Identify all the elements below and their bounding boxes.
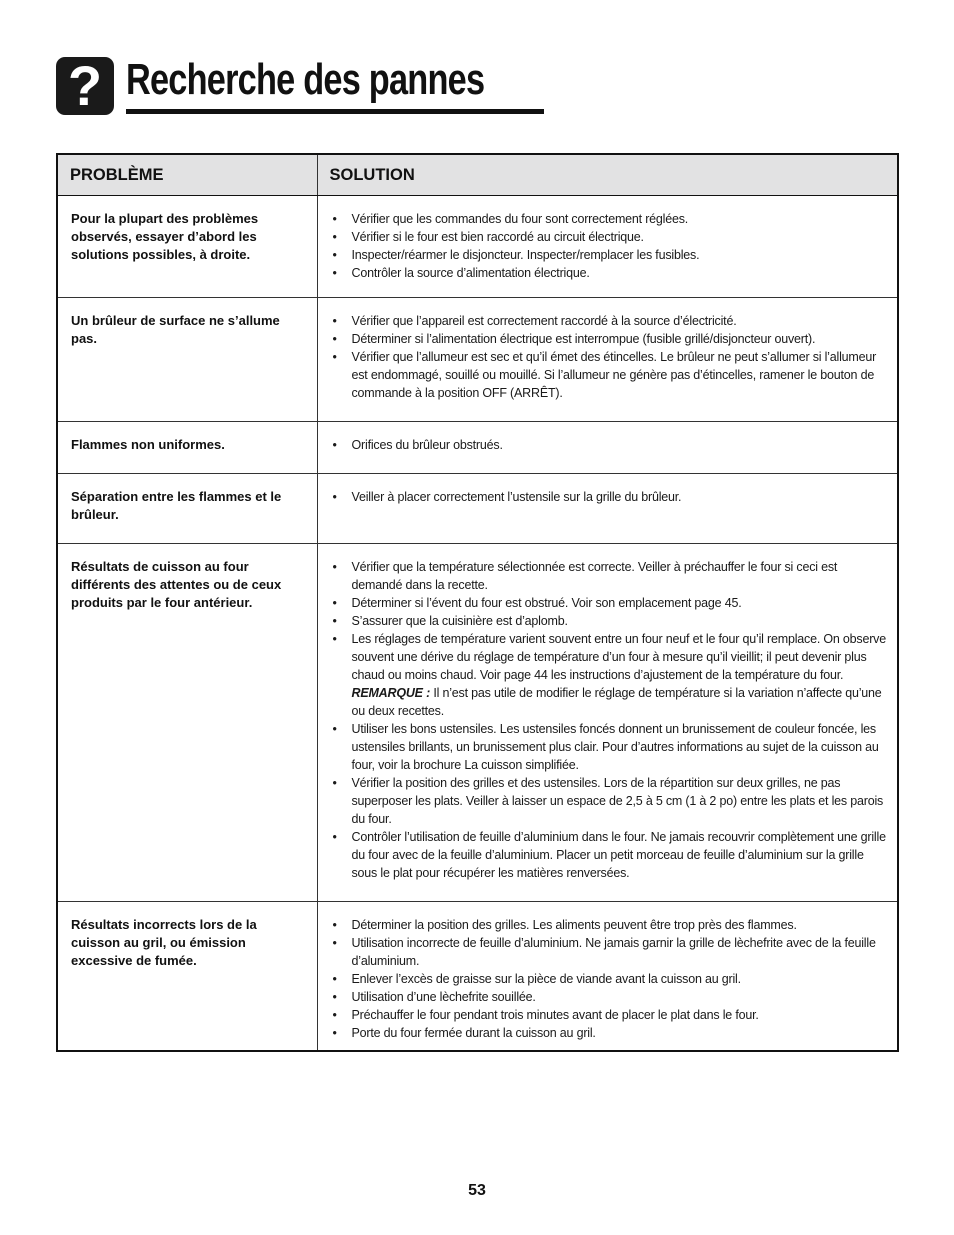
solution-item: • Veiller à placer correctement l’ustensile sur la grille du brûleur. bbox=[332, 490, 682, 504]
solution-cell bbox=[317, 298, 898, 422]
title-underline bbox=[126, 109, 544, 114]
solution-list bbox=[333, 558, 888, 882]
solution-item: • Vérifier si le four est bien raccordé au circuit électrique. bbox=[332, 230, 644, 244]
solution-cell bbox=[317, 544, 898, 902]
page-header bbox=[56, 52, 496, 118]
table-header-row bbox=[57, 154, 898, 196]
solution-cell bbox=[317, 422, 898, 474]
solution-item: • Déterminer si l’évent du four est obstrué. Voir son emplacement page 45. bbox=[332, 596, 742, 610]
troubleshooting-table bbox=[56, 153, 899, 1052]
problem-cell: Résultats incorrects lors de la cuisson au gril, ou émission excessive de fumée. bbox=[57, 902, 317, 1051]
question-mark-icon: ? bbox=[56, 57, 114, 115]
remark-text: Il n’est pas utile de modifier le réglage de température si la variation n’affecte qu’une ou deux recettes. bbox=[351, 686, 882, 718]
problem-cell: Un brûleur de surface ne s’allume pas. bbox=[57, 298, 317, 422]
solution-item: • Vérifier que l’allumeur est sec et qu’il émet des étincelles. Le brûleur ne peut s’allumer si l’allumeur est endommagé, souillé ou mouillé. Si l’allumeur ne génère pas d’étincelles, ramener le bouton de commande à la position OFF (ARRÊT). bbox=[332, 350, 877, 400]
solution-item: • Utilisation d’une lèchefrite souillée. bbox=[332, 990, 536, 1004]
solution-list bbox=[333, 436, 888, 454]
solution-item: • Inspecter/réarmer le disjoncteur. Inspecter/remplacer les fusibles. bbox=[332, 248, 700, 262]
solution-item: • Vérifier la position des grilles et des ustensiles. Lors de la répartition sur deux grilles, ne pas superposer les plats. Veiller à laisser un espace de 2,5 à 5 cm (1 à 2 po) entre les plats et les parois du four. bbox=[332, 776, 884, 826]
solution-item: • Porte du four fermée durant la cuisson au gril. bbox=[332, 1026, 596, 1040]
solution-list bbox=[333, 210, 888, 282]
table-row bbox=[57, 902, 898, 1051]
remark-label: REMARQUE : bbox=[351, 686, 431, 700]
table-row bbox=[57, 196, 898, 298]
column-header-problem: PROBLÈME bbox=[57, 154, 317, 196]
solution-item: • Vérifier que l’appareil est correctement raccordé à la source d’électricité. bbox=[332, 314, 737, 328]
solution-item: • S’assurer que la cuisinière est d’aplomb. bbox=[332, 614, 568, 628]
problem-cell: Résultats de cuisson au four différents des attentes ou de ceux produits par le four antérieur. bbox=[57, 544, 317, 902]
solution-item: • Vérifier que la température sélectionnée est correcte. Veiller à préchauffer le four si ceci est demandé dans la recette. bbox=[332, 560, 838, 592]
solution-cell bbox=[317, 474, 898, 544]
table-row bbox=[57, 298, 898, 422]
solution-item: • Enlever l’excès de graisse sur la pièce de viande avant la cuisson au gril. bbox=[332, 972, 741, 986]
problem-cell: Séparation entre les flammes et le brûleur. bbox=[57, 474, 317, 544]
solution-item: • Contrôler la source d’alimentation électrique. bbox=[332, 266, 590, 280]
solution-list bbox=[333, 916, 888, 1042]
solution-cell bbox=[317, 196, 898, 298]
solution-item: • Les réglages de température varient souvent entre un four neuf et le four qu’il remplace. On observe souvent une dérive du réglage de température d’un four à mesure qu’il vieillit; il peut devenir plus chaud ou moins chaud. Voir page 44 les instructions d’ajustement de la température du four. REMARQUE : Il n’est pas utile de modifier le réglage de température si la variation n’affecte qu’une ou deux recettes. bbox=[332, 632, 886, 718]
table-row bbox=[57, 422, 898, 474]
problem-cell: Pour la plupart des problèmes observés, essayer d’abord les solutions possibles, à droite. bbox=[57, 196, 317, 298]
solution-list bbox=[333, 488, 888, 506]
solution-list bbox=[333, 312, 888, 402]
solution-item: • Préchauffer le four pendant trois minutes avant de placer le plat dans le four. bbox=[332, 1008, 759, 1022]
table-row bbox=[57, 474, 898, 544]
solution-item: • Contrôler l’utilisation de feuille d’aluminium dans le four. Ne jamais recouvrir complètement une grille du four avec de la feuille d’aluminium. Placer un petit morceau de feuille d’aluminium sur la grille sous le plat pour récupérer les matières renversées. bbox=[332, 830, 886, 880]
solution-item: • Utilisation incorrecte de feuille d’aluminium. Ne jamais garnir la grille de lèchefrite avec de la feuille d’aluminium. bbox=[332, 936, 876, 968]
column-header-solution: SOLUTION bbox=[317, 154, 898, 196]
table-row bbox=[57, 544, 898, 902]
solution-item: • Déterminer si l’alimentation électrique est interrompue (fusible grillé/disjoncteur ouvert). bbox=[332, 332, 816, 346]
solution-item: • Orifices du brûleur obstrués. bbox=[332, 438, 503, 452]
problem-cell: Flammes non uniformes. bbox=[57, 422, 317, 474]
solution-item: • Déterminer la position des grilles. Les aliments peuvent être trop près des flammes. bbox=[332, 918, 797, 932]
page-number: 53 bbox=[468, 1182, 486, 1199]
solution-cell bbox=[317, 902, 898, 1051]
solution-item: • Vérifier que les commandes du four sont correctement réglées. bbox=[332, 212, 689, 226]
page-title: Recherche des pannes bbox=[126, 55, 485, 104]
solution-item: • Utiliser les bons ustensiles. Les ustensiles foncés donnent un brunissement de couleur foncée, les ustensiles brillants, un brunissement plus clair. Pour d’autres informations au sujet de la cuisson au four, voir la brochure La cuisson simplifiée. bbox=[332, 722, 879, 772]
